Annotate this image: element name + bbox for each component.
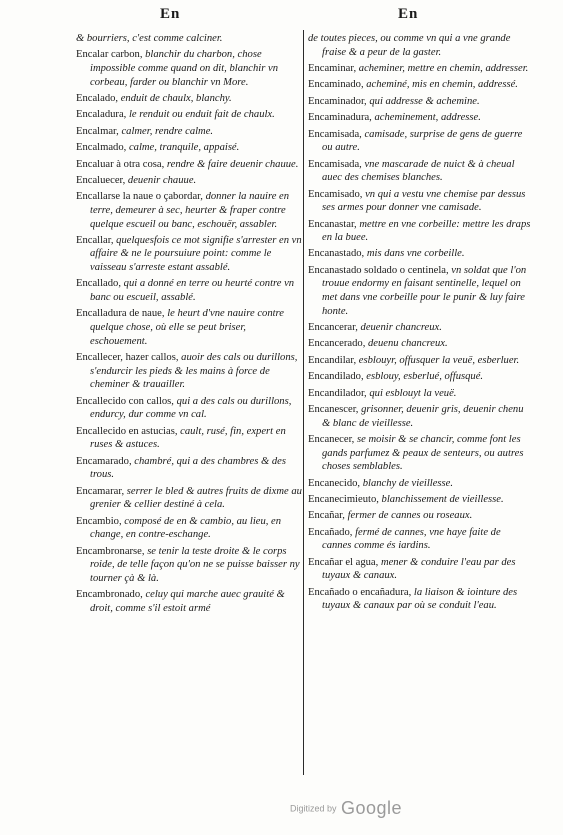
dictionary-entry <box>308 433 532 474</box>
dictionary-entry <box>76 307 302 348</box>
entry-headword: Encallecido en astucias, <box>76 425 181 437</box>
entry-definition: serrer le bled & autres fruits de dixme au grenier & cellier destiné à cela. <box>90 485 302 511</box>
dictionary-entry <box>76 174 302 188</box>
right-column <box>308 32 532 616</box>
entry-definition: blanchir du charbon, chose impossible comme quand on dit, blanchir vn corbeau, farder ou blanchir vn More. <box>90 49 279 88</box>
entry-definition: la liaison & iointure des tuyaux & canaux par où se conduit l'eau. <box>322 586 518 612</box>
entry-headword: Encaminado, <box>308 79 367 91</box>
entry-headword: Encanecimieuto, <box>308 493 382 505</box>
dictionary-entry <box>76 395 302 422</box>
dictionary-entry <box>308 493 532 507</box>
entry-headword: Encañado, <box>308 526 356 538</box>
dictionary-entry <box>76 485 302 512</box>
entry-definition: composé de en & cambio, au lieu, en change, en contre-eschange. <box>90 515 282 541</box>
entry-headword: Encanecido, <box>308 477 363 489</box>
entry-definition: vn qui a vestu vne chemise par dessus ses armes pour donner vne camisade. <box>322 188 526 214</box>
entry-definition: esblouyr, offusquer la veuë, esberluer. <box>358 354 520 366</box>
dictionary-entry <box>308 32 532 59</box>
dictionary-entry <box>308 264 532 318</box>
entry-definition: esblouy, esberlué, offusqué. <box>366 371 484 383</box>
entry-definition: deuenu chancreux. <box>368 338 448 350</box>
entry-headword: Encambio, <box>76 515 125 527</box>
dictionary-entry <box>308 111 532 125</box>
entry-headword: Encanecer, <box>308 433 357 445</box>
dictionary-entry <box>308 321 532 335</box>
entry-definition: deuenir chauue. <box>127 174 197 186</box>
watermark-prefix: Digitized by <box>290 803 337 814</box>
dictionary-entry <box>76 125 302 139</box>
dictionary-entry <box>308 247 532 261</box>
dictionary-entry <box>308 477 532 491</box>
running-headers <box>0 6 563 26</box>
entry-definition: & bourriers, c'est comme calciner. <box>76 33 223 44</box>
entry-definition: qui addresse & achemine. <box>369 95 480 107</box>
dictionary-entry <box>308 354 532 368</box>
entry-definition: le heurt d'vne nauire contre quelque chose, où elle se peut briser, eschouement. <box>90 308 284 347</box>
entry-definition: vn soldat que l'on trouue endormy en faisant sentinelle, lequel on met dans vne corbeille pour le punir & luy faire honte. <box>322 264 527 317</box>
entry-headword: Encamisada, <box>308 128 365 140</box>
dictionary-entry <box>76 108 302 122</box>
dictionary-entry <box>76 455 302 482</box>
entry-definition: fermer de cannes ou roseaux. <box>347 510 473 522</box>
dictionary-entry <box>76 190 302 231</box>
entry-headword: Encanastado soldado o centinela, <box>308 264 452 276</box>
dictionary-entry <box>76 277 302 304</box>
dictionary-entry <box>76 515 302 542</box>
entry-headword: Encaminador, <box>308 95 370 107</box>
entry-headword: Encandilador, <box>308 387 370 399</box>
dictionary-entry <box>308 509 532 523</box>
entry-definition: calme, tranquile, appaisé. <box>128 142 240 154</box>
dictionary-entry <box>308 387 532 401</box>
entry-headword: Encaluar à otra cosa, <box>76 158 167 170</box>
dictionary-entry <box>308 218 532 245</box>
entry-definition: quelquesfois ce mot signifie s'arrester en vn affaire & ne le poursuiure point: comme le vaisseau s'arreste estant assablé. <box>90 234 302 274</box>
entry-definition: le renduit ou enduit fait de chaulx. <box>128 109 275 121</box>
dictionary-entry <box>76 234 302 275</box>
entry-headword: Encamarar, <box>76 485 127 497</box>
entry-definition: mener & conduire l'eau par des tuyaux & canaux. <box>322 556 516 582</box>
entry-headword: Encalar carbon, <box>76 49 146 61</box>
entry-definition: acheminer, mettre en chemin, addresser. <box>358 62 529 74</box>
dictionary-entry <box>76 425 302 452</box>
entry-definition: de toutes pieces, ou comme vn qui a vne grande fraise & a peur de la gaster. <box>308 33 511 58</box>
entry-headword: Encamarado, <box>76 455 135 467</box>
entry-headword: Encañar, <box>308 510 348 522</box>
entry-definition: donner la nauire en terre, demeurer à sec, heurter & fraper contre quelque escueil ou banc, eschouër, assabler. <box>90 191 290 230</box>
entry-definition: cault, rusé, fin, expert en ruses & astuces. <box>90 425 286 451</box>
entry-definition: se tenir la teste droite & le corps roide, de telle façon qu'on ne se puisse baisser ny tourner çà & là. <box>90 545 300 584</box>
dictionary-entry <box>76 92 302 106</box>
dictionary-entry <box>308 188 532 215</box>
right-running-header: En <box>398 6 419 22</box>
entry-definition: qui a des cals ou durillons, endurcy, dur comme vn cal. <box>90 395 292 421</box>
entry-headword: Encandilar, <box>308 354 359 366</box>
dictionary-entry <box>308 403 532 430</box>
entry-headword: Encaladura, <box>76 109 129 121</box>
entry-headword: Encanastar, <box>308 218 360 230</box>
dictionary-entry <box>76 588 302 615</box>
entry-definition: deuenir chancreux. <box>360 322 442 334</box>
dictionary-entry <box>76 351 302 392</box>
entry-definition: qui a donné en terre ou heurté contre vn banc ou escueil, assablé. <box>90 278 295 304</box>
entry-headword: Encalmado, <box>76 142 129 154</box>
entry-headword: Encamisado, <box>308 188 366 200</box>
dictionary-entry <box>308 556 532 583</box>
entry-definition: auoir des cals ou durillons, s'endurcir les pieds & les mains à force de cheminer & trauailler. <box>90 352 298 391</box>
entry-headword: Encamisada, <box>308 158 365 170</box>
column-divider <box>303 30 304 775</box>
entry-definition: calmer, rendre calme. <box>121 125 214 137</box>
entry-definition: vne mascarade de nuict & à cheual auec des chemises blanches. <box>322 158 515 184</box>
entry-headword: Encalladura de naue, <box>76 308 168 320</box>
dictionary-entry <box>308 62 532 76</box>
entry-headword: Encallar, <box>76 234 117 246</box>
digitized-watermark <box>290 798 402 819</box>
entry-headword: Encandilado, <box>308 371 367 383</box>
dictionary-entry <box>76 48 302 89</box>
entry-headword: Encaminar, <box>308 62 359 74</box>
entry-headword: Encambronado, <box>76 589 146 601</box>
entry-headword: Encallarse la naue o çabordar, <box>76 191 206 203</box>
left-running-header: En <box>160 6 181 22</box>
entry-headword: Encaluecer, <box>76 174 128 186</box>
dictionary-entry <box>76 32 302 46</box>
watermark-brand: Google <box>340 798 403 818</box>
entry-headword: Encalmar, <box>76 125 122 137</box>
entry-headword: Encanescer, <box>308 404 362 415</box>
entry-headword: Encanastado, <box>308 248 367 260</box>
dictionary-entry <box>308 337 532 351</box>
entry-definition: mis dans vne corbeille. <box>366 248 465 260</box>
dictionary-entry <box>76 545 302 586</box>
dictionary-entry <box>308 370 532 384</box>
left-column <box>76 32 302 618</box>
entry-headword: Encañar el agua, <box>308 556 381 568</box>
dictionary-entry <box>308 128 532 155</box>
dictionary-entry <box>308 158 532 185</box>
entry-definition: chambré, qui a des chambres & des trous. <box>90 455 286 481</box>
entry-headword: Encañado o encañadura, <box>308 586 414 598</box>
dictionary-entry <box>308 526 532 553</box>
entry-definition: se moisir & se chancir, comme font les gands parfumez & peaux de senteurs, ou autres choses semblables. <box>322 433 524 473</box>
entry-headword: Encallecer, hazer callos, <box>76 352 182 364</box>
entry-definition: acheminement, addresse. <box>374 112 481 124</box>
entry-definition: enduit de chaulx, blanchy. <box>120 92 232 104</box>
entry-definition: camisade, surprise de gens de guerre ou autre. <box>322 128 523 154</box>
entry-headword: Encancerar, <box>308 322 361 334</box>
entry-definition: acheminé, mis en chemin, addressé. <box>366 79 518 91</box>
entry-headword: Encancerado, <box>308 338 368 350</box>
entry-definition: qui esblouyt la veuë. <box>369 387 457 399</box>
dictionary-entry <box>308 586 532 613</box>
entry-definition: blanchissement de vieillesse. <box>381 493 504 505</box>
entry-definition: blanchy de vieillesse. <box>362 477 454 489</box>
entry-headword: Encambronarse, <box>76 545 148 557</box>
entry-headword: Encalado, <box>76 92 121 104</box>
entry-definition: celuy qui marche auec grauité & droit, comme s'il estoit armé <box>90 589 285 614</box>
entry-definition: fermé de cannes, vne haye faite de cannes comme és iardins. <box>322 526 501 552</box>
entry-definition: mettre en vne corbeille: mettre les draps en la buee. <box>322 218 531 244</box>
dictionary-entry <box>308 78 532 92</box>
dictionary-entry <box>308 95 532 109</box>
dictionary-entry <box>76 141 302 155</box>
dictionary-entry <box>76 158 302 172</box>
entry-definition: rendre & faire deuenir chauue. <box>166 158 299 170</box>
entry-headword: Encallado, <box>76 278 124 290</box>
entry-definition: grisonner, deuenir gris, deuenir chenu & blanc de vieillesse. <box>322 404 524 429</box>
entry-headword: Encaminadura, <box>308 112 375 124</box>
entry-headword: Encallecido con callos, <box>76 395 177 407</box>
